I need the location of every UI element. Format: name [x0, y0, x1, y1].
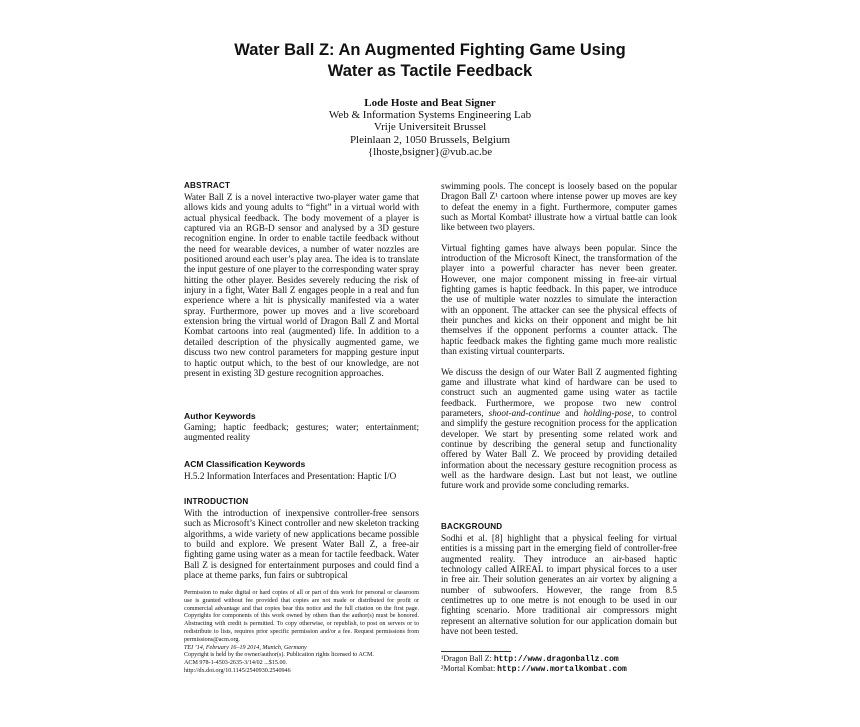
- author-address: Pleinlaan 2, 1050 Brussels, Belgium: [349, 133, 511, 146]
- acm-heading: ACM Classification Keywords: [184, 459, 306, 469]
- introduction-text: [184, 508, 419, 580]
- conference-line: TEI ’14, February 16–19 2014, Munich, Germany: [184, 644, 307, 651]
- footnote-2-url[interactable]: http://www.mortalkombat.com: [497, 665, 627, 675]
- paper-title-line2: Water as Tactile Feedback: [327, 62, 533, 80]
- footnotes: [441, 654, 677, 675]
- author-email: {lhoste,bsigner}@vub.ac.be: [367, 145, 493, 158]
- footnote-1: [441, 654, 677, 664]
- design-text-part3: , to control and simplify the gesture recognition process for the application developer. We start by presenting some related work and continue by describing the general setup and functionality offered by Water Ball Z. We proceed by providing detailed information about the necessary gesture recognition process as well as the hardware design. Last but not least, we outline future work and provide some concluding remarks.: [441, 407, 677, 491]
- isbn-line: ACM 978-1-4503-2635-3/14/02 ...$15.00.: [184, 660, 288, 667]
- copyright-line: Copyright is held by the owner/author(s). Publication rights licensed to ACM.: [184, 652, 374, 659]
- introduction-paragraph: With the introduction of inexpensive controller-free sensors such as Microsoft’s Kinect controller and new skeleton tracking algorithms, a wide variety of new applications became possible to build and explore. We present Water Ball Z, a free-air fighting game using water as a mean for tactile feedback. Water Ball Z is designed for entertainment purposes and could find a place at theme parks, fun fairs or subtropical: [184, 508, 419, 581]
- virtual-fighting-paragraph: Virtual fighting games have always been popular. Since the introduction of the Microsoft Kinect, the transformation of the player into a powerful character has never been greater. However, one major component missing in free-air virtual fighting games is haptic feedback. In this paper, we introduce the use of multiple water nozzles to simulate the interaction with an opponent. The attacker can see the physical effects of their punches and kicks on their opponent and might be hit themselves if the opponent performs a counter attack. The haptic feedback makes the fighting game much more realistic than existing virtual counterparts.: [441, 242, 677, 357]
- abstract-text: [184, 192, 419, 378]
- keywords-heading: Author Keywords: [184, 411, 256, 421]
- design-text-part2: and: [560, 407, 584, 418]
- footnote-rule: [441, 651, 511, 652]
- background-text: [441, 533, 677, 636]
- abstract-heading: ABSTRACT: [184, 181, 231, 190]
- acm-text: [184, 471, 419, 481]
- author-university: Vrije Universiteit Brussel: [373, 121, 487, 134]
- intro-continued-paragraph: swimming pools. The concept is loosely based on the popular Dragon Ball Z¹ cartoon where intense power up moves are key to defeat the enemy in a fight. Furthermore, computer games such as Mortal Kombat² illustrate how a virtual battle can look like between two players.: [441, 181, 677, 233]
- doi-line: http://dx.doi.org/10.1145/2540930.2540946: [184, 667, 291, 674]
- holding-pose-term: holding-pose: [583, 407, 632, 418]
- keywords-paragraph: Gaming; haptic feedback; gestures; water; entertainment; augmented reality: [184, 422, 419, 443]
- author-lab: Web & Information Systems Engineering Lab: [328, 109, 532, 122]
- design-paragraph: [441, 367, 677, 491]
- footnote-1-url[interactable]: http://www.dragonballz.com: [493, 655, 619, 664]
- keywords-text: [184, 422, 419, 443]
- acm-paragraph: H.5.2 Information Interfaces and Presentation: Haptic I/O: [184, 471, 397, 481]
- permission-block: [184, 590, 419, 676]
- footnote-1-label: ¹Dragon Ball Z:: [441, 654, 494, 663]
- author-names: Lode Hoste and Beat Signer: [364, 97, 496, 109]
- paper-title-line1: Water Ball Z: An Augmented Fighting Game Using: [234, 41, 626, 59]
- shoot-and-continue-term: shoot-and-continue: [488, 407, 561, 418]
- background-paragraph: Sodhi et al. [8] highlight that a physical feeling for virtual entities is a missing part in the emerging field of controller-free augmented reality. They introduce an air-based haptic technology called AIREAL to impart physical forces to a user in free air. Their solution generates an air vortex by aligning a number of subwoofers. However, the range from 8.5 centimetres up to one metre is not enough to be used in our fighting scenario. More traditional air compressors might represent an alternative solution for our application domain but have not been tested.: [441, 533, 677, 637]
- abstract-paragraph: Water Ball Z is a novel interactive two-player water game that allows kids and young adults to “fight” in a virtual world with actual physical feedback. The body movement of a player is captured via an RGB-D sensor and analysed by a 3D gesture recognition engine. In order to enable tactile feedback without the need for wearable devices, a number of water nozzles are positioned around each user’s play area. The idea is to translate the input gesture of one player to the corresponding water spray hitting the other player. Besides severely reducing the risk of injury in a fight, Water Ball Z engages people in a real and fun experience where a hit is physically manifested via a water spray. Furthermore, power up moves and a live scoreboard extension bring the virtual world of Dragon Ball Z and Mortal Kombat cartoons into real (augmented) life. In addition to a detailed description of the physically augmented game, we discuss two new control parameters for mapping gesture input to haptic output which, to the best of our knowledge, are not present in existing 3D gesture recognition approaches.: [184, 192, 419, 378]
- permission-text: Permission to make digital or hard copies of all or part of this work for personal or classroom use is granted without fee provided that copies are not made or distributed for profit or commercial advantage and that copies bear this notice and the full citation on the first page. Copyrights for components of this work owned by others than the author(s) must be honored. Abstracting with credit is permitted. To copy otherwise, or republish, to post on servers or to redistribute to lists, requires prior specific permission and/or a fee. Request permissions from permissions@acm.org.: [184, 590, 419, 643]
- footnote-2: [441, 664, 677, 674]
- background-heading: BACKGROUND: [441, 522, 503, 531]
- design-text-part1: We discuss the design of our Water Ball Z augmented fighting game and illustrate what kind of hardware can be used to construct such an augmented game using water as tactile feedback. Furthermore, we propose two new control parameters,: [441, 366, 677, 418]
- author-block: [0, 97, 860, 158]
- right-column-text: [441, 181, 677, 491]
- introduction-heading: INTRODUCTION: [184, 497, 249, 506]
- footnote-2-label: ²Mortal Kombat:: [441, 664, 498, 674]
